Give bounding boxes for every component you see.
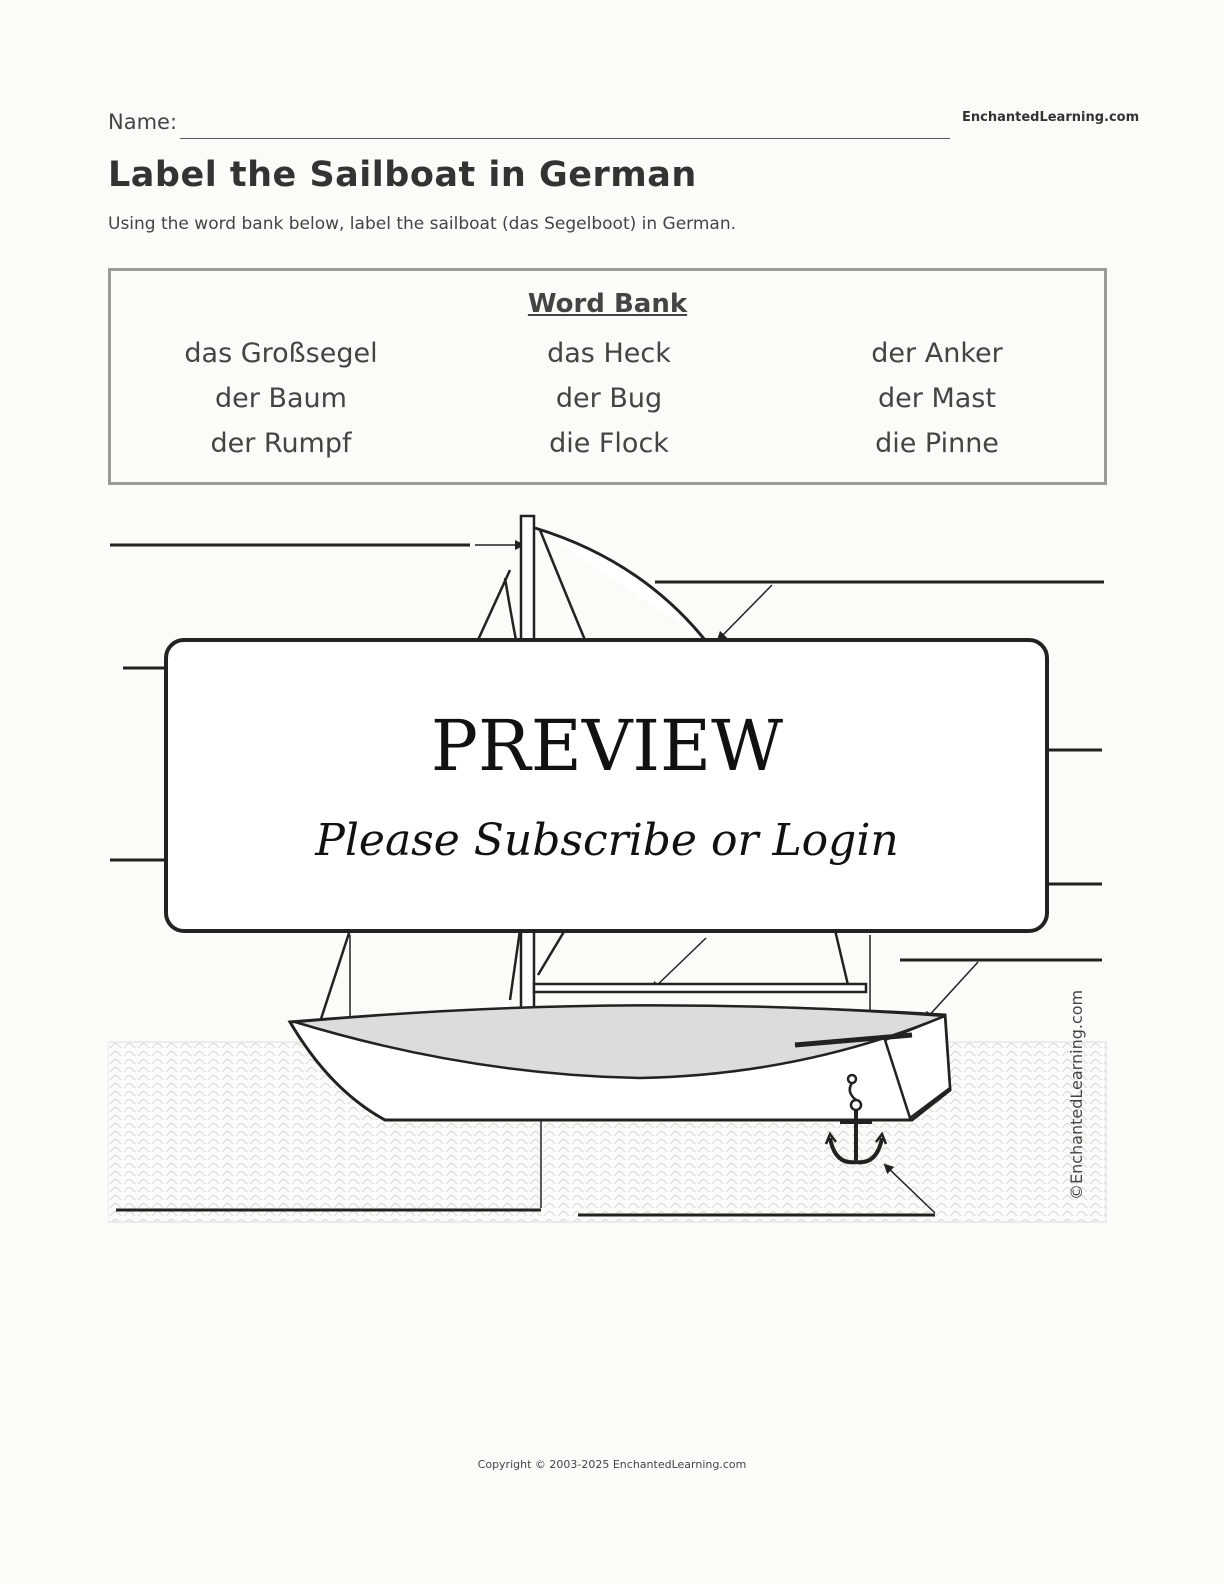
preview-heading: PREVIEW	[430, 705, 784, 787]
word-bank-word: der Anker	[871, 338, 1003, 369]
jib-sail	[535, 528, 705, 640]
sailboat-diagram	[108, 510, 1114, 1230]
word-bank-word: die Flock	[549, 428, 669, 459]
word-bank-word: das Heck	[547, 338, 671, 369]
word-bank-word: die Pinne	[875, 428, 999, 459]
name-answer-line	[180, 138, 950, 139]
pointer-arrow	[925, 962, 978, 1020]
word-bank-word: der Mast	[878, 383, 996, 414]
word-bank-box	[108, 268, 1107, 485]
boom	[534, 984, 866, 992]
word-bank-word: der Bug	[555, 383, 663, 414]
site-brand: EnchantedLearning.com	[962, 110, 1140, 125]
pointer-arrow	[652, 938, 706, 990]
page-title: Label the Sailboat in German	[108, 155, 697, 195]
copyright-footer: Copyright © 2003-2025 EnchantedLearning.com	[477, 1458, 747, 1471]
word-bank-word: der Rumpf	[210, 428, 352, 459]
word-bank-title: Word Bank	[527, 289, 688, 319]
watermark-text: ©EnchantedLearning.com	[1067, 989, 1086, 1200]
pointer-arrow	[718, 585, 772, 640]
word-bank-word: der Baum	[215, 383, 347, 414]
word-bank-column	[111, 331, 451, 466]
word-bank-word: das Großsegel	[184, 338, 378, 369]
name-label: Name:	[108, 110, 178, 134]
word-bank-column	[439, 331, 779, 466]
preview-subtext[interactable]: Please Subscribe or Login	[315, 815, 899, 866]
instructions-text: Using the word bank below, label the sailboat (das Segelboot) in German.	[108, 214, 737, 234]
word-bank-column	[767, 331, 1107, 466]
